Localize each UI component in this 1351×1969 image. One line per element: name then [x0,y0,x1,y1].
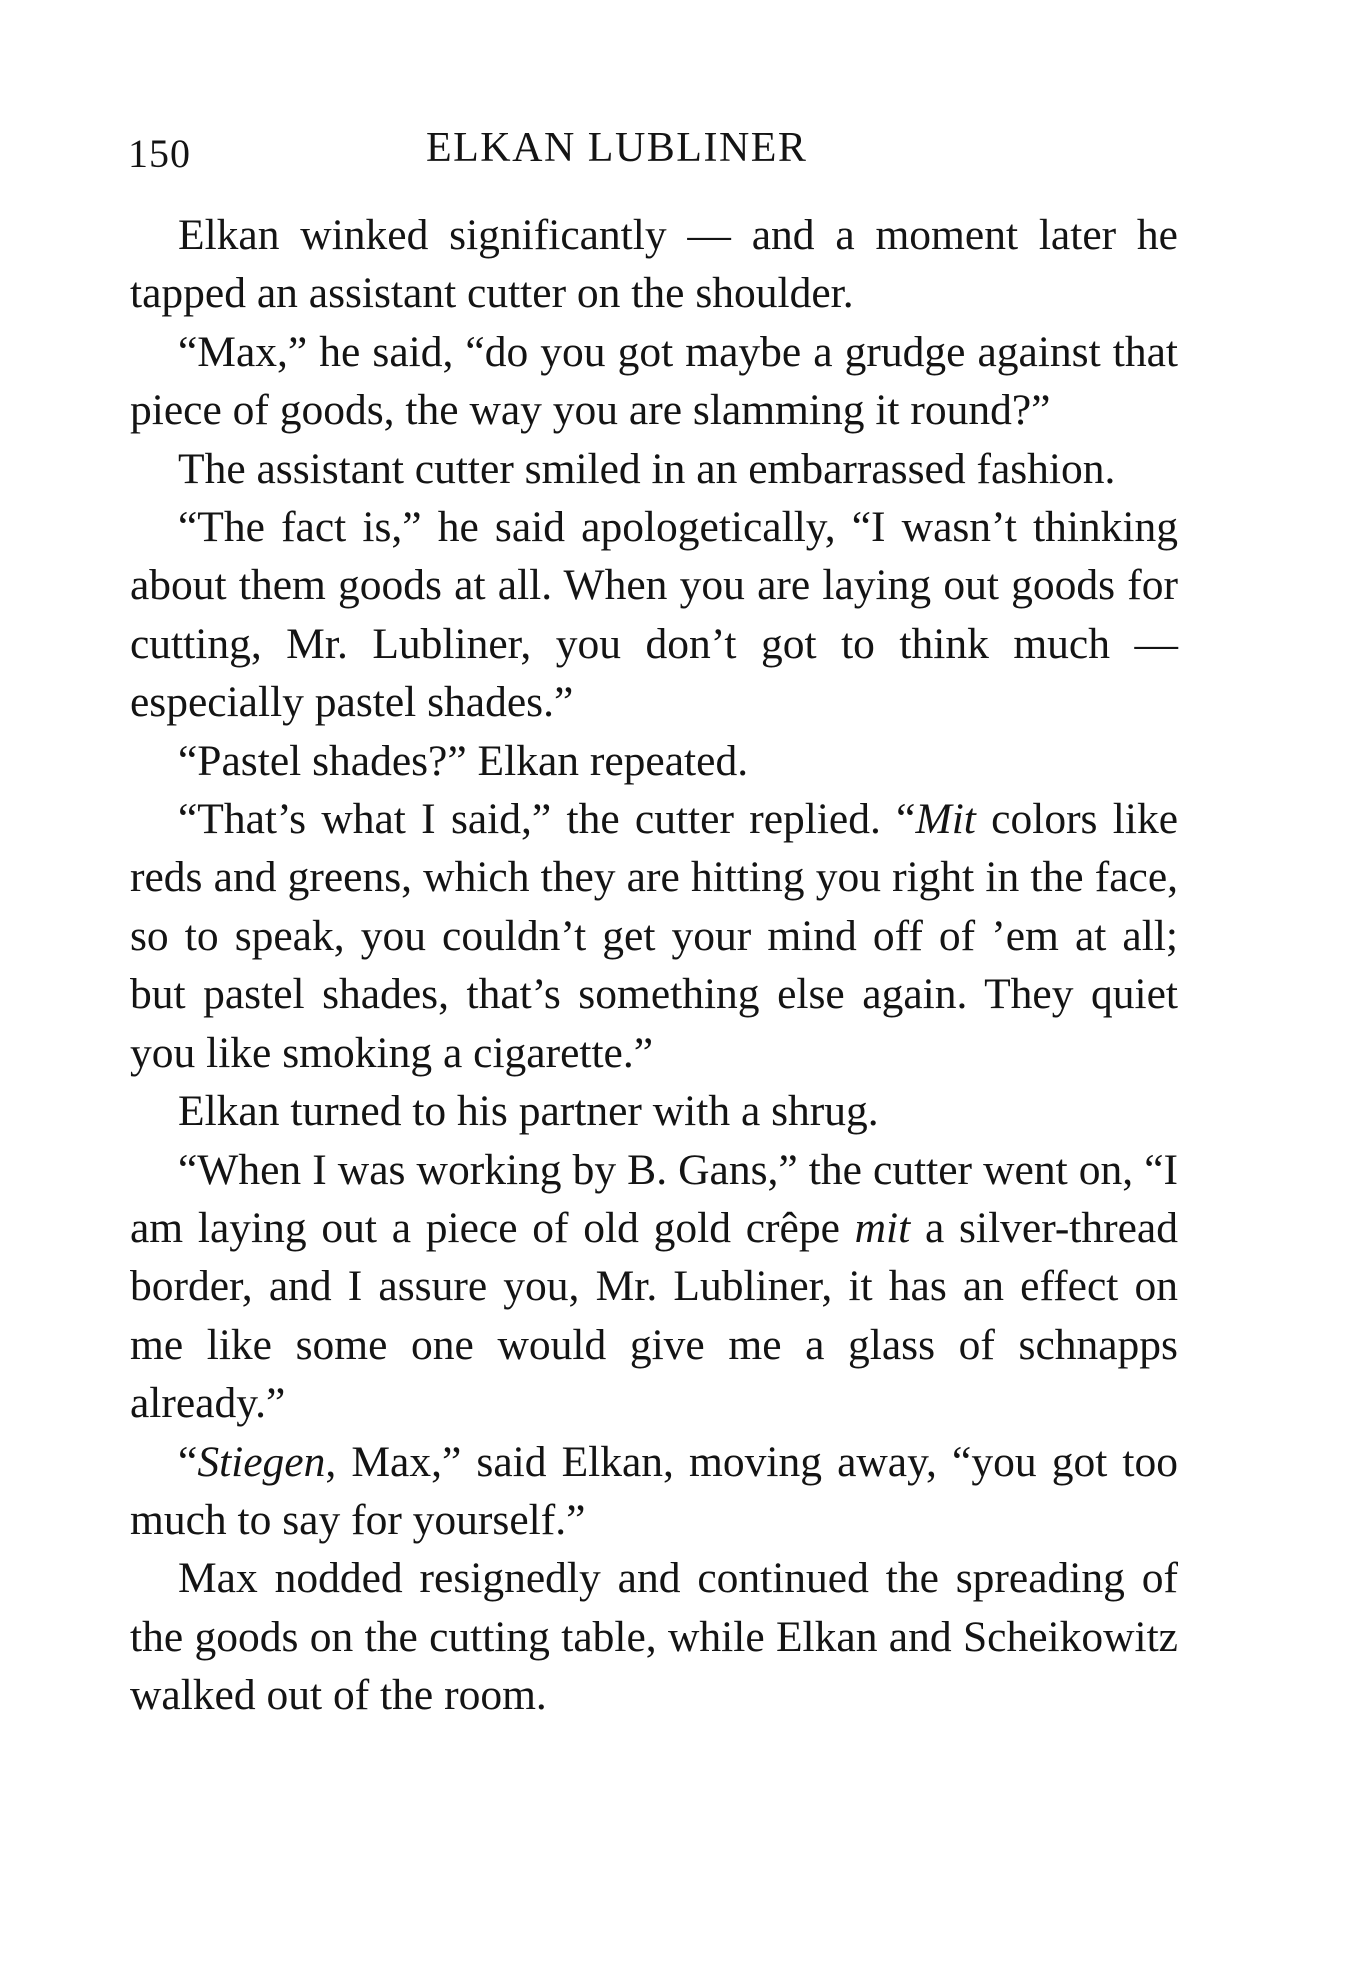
paragraph [130,323,1178,440]
text-span: “ [178,1437,198,1486]
paragraph [130,206,1178,323]
italic-word: Stiegen [197,1437,326,1486]
text-span: “When I was working by B. Gans,” the cutter went on, “I am laying out a piece of old gold crêpe [130,1145,1178,1252]
text-span: Elkan winked significantly — and a moment later he tapped an assistant cutter on the shoulder. [130,211,1178,318]
text-span: Elkan turned to his partner with a shrug. [178,1087,879,1136]
running-head: ELKAN LUBLINER [426,125,808,171]
text-span: colors like reds and greens, which they are hitting you right in the face, so to speak, you couldn’t get your mind off of ’em at all; but pastel shades, that’s something else again. They quiet you like smoking a cigarette.” [130,795,1178,1077]
text-span: “The fact is,” he said apologetically, “I wasn’t thinking about them goods at all. When you are laying out goods for cutting, Mr. Lubliner, you don’t got to think much — especially pastel shades.” [130,503,1178,727]
paragraph [130,440,1178,498]
paragraph [130,732,1178,790]
italic-word: mit [854,1203,911,1252]
paragraph [130,1141,1178,1433]
paragraph [130,1549,1178,1724]
text-span: The assistant cutter smiled in an embarrassed fashion. [178,444,1116,493]
text-span: “That’s what I said,” the cutter replied. “ [178,795,916,844]
text-span: “Max,” he said, “do you got maybe a grudge against that piece of goods, the way you are slamming it round?” [130,327,1178,435]
text-span: “Pastel shades?” Elkan repeated. [178,736,749,785]
paragraph [130,498,1178,732]
paragraph [130,1082,1178,1140]
body-text [130,206,1178,1725]
paragraph [130,1433,1178,1550]
page-number: 150 [128,131,191,176]
page-header [128,124,1178,184]
text-span: a silver-thread border, and I assure you, Mr. Lubliner, it has an effect on me like some one would give me a glass of schnapps already.” [130,1203,1178,1428]
paragraph [130,790,1178,1082]
text-span: , Max,” said Elkan, moving away, “you got too much to say for yourself.” [130,1437,1178,1544]
text-span: Max nodded resignedly and continued the spreading of the goods on the cutting table, while Elkan and Scheikowitz walked out of the room. [130,1554,1178,1720]
italic-word: Mit [915,795,976,844]
